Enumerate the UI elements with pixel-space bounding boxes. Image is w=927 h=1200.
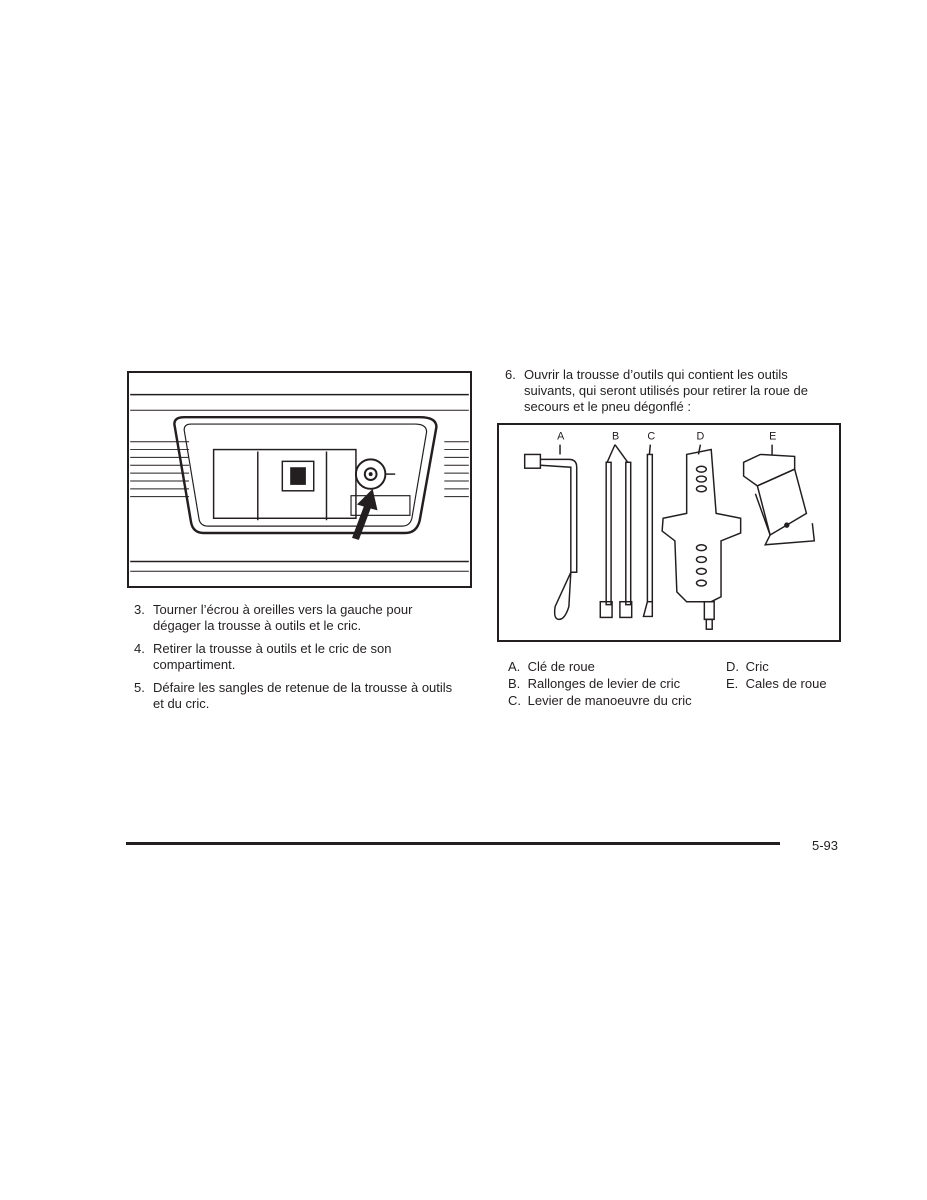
page-number: 5-93: [812, 838, 839, 853]
legend-item-e: [726, 675, 827, 692]
step-number: 5.: [134, 680, 145, 695]
step-number: 3.: [134, 602, 145, 617]
step-text: Retirer la trousse à outils et le cric de son compartiment.: [153, 641, 392, 672]
step-text: Défaire les sangles de retenue de la trousse à outils et du cric.: [153, 680, 453, 711]
legend-label: Levier de manoeuvre du cric: [527, 693, 692, 708]
jack-extensions: [600, 445, 631, 618]
legend-label: Cales de roue: [745, 676, 827, 691]
legend-key: D.: [726, 659, 739, 674]
legend-item-a: [508, 658, 692, 675]
jack-handle: [643, 445, 652, 617]
legend-label: Clé de roue: [527, 659, 595, 674]
legend-item-d: [726, 658, 827, 675]
compartment-illustration: [129, 373, 470, 586]
label-d: D: [696, 430, 705, 443]
label-b: B: [612, 430, 620, 443]
legend-label: Rallonges de levier de cric: [527, 676, 681, 691]
footer-rule: [126, 842, 780, 845]
wheel-chocks: [744, 445, 815, 545]
figure-tool-kit: [497, 423, 841, 642]
legend-label: Cric: [745, 659, 769, 674]
step-6: [505, 367, 825, 415]
steps-list-left: [134, 602, 454, 719]
step-3: [134, 602, 454, 634]
legend-column-1: [508, 658, 692, 709]
legend-item-b: [508, 675, 692, 692]
legend-key: C.: [508, 693, 521, 708]
legend-key: A.: [508, 659, 521, 674]
step-5: [134, 680, 454, 712]
step-number: 6.: [505, 367, 516, 382]
legend-key: E.: [726, 676, 739, 691]
scissor-jack: [662, 445, 741, 630]
step-text: Tourner l’écrou à oreilles vers la gauche pour dégager la trousse à outils et le cric.: [153, 602, 413, 633]
step-4: [134, 641, 454, 673]
step-text: Ouvrir la trousse d’outils qui contient les outils suivants, qui seront utilisés pour retirer la roue de secours et le pneu dégonflé :: [524, 367, 808, 414]
steps-list-right: [505, 367, 825, 422]
label-a: A: [557, 430, 565, 443]
step-number: 4.: [134, 641, 145, 656]
label-c: C: [647, 430, 656, 443]
legend-item-c: [508, 692, 692, 709]
wheel-wrench: [525, 445, 577, 620]
figure-tool-compartment: [127, 371, 472, 588]
legend-column-2: [726, 658, 827, 692]
label-e: E: [769, 430, 777, 443]
legend-key: B.: [508, 676, 521, 691]
tool-kit-illustration: [499, 425, 839, 640]
